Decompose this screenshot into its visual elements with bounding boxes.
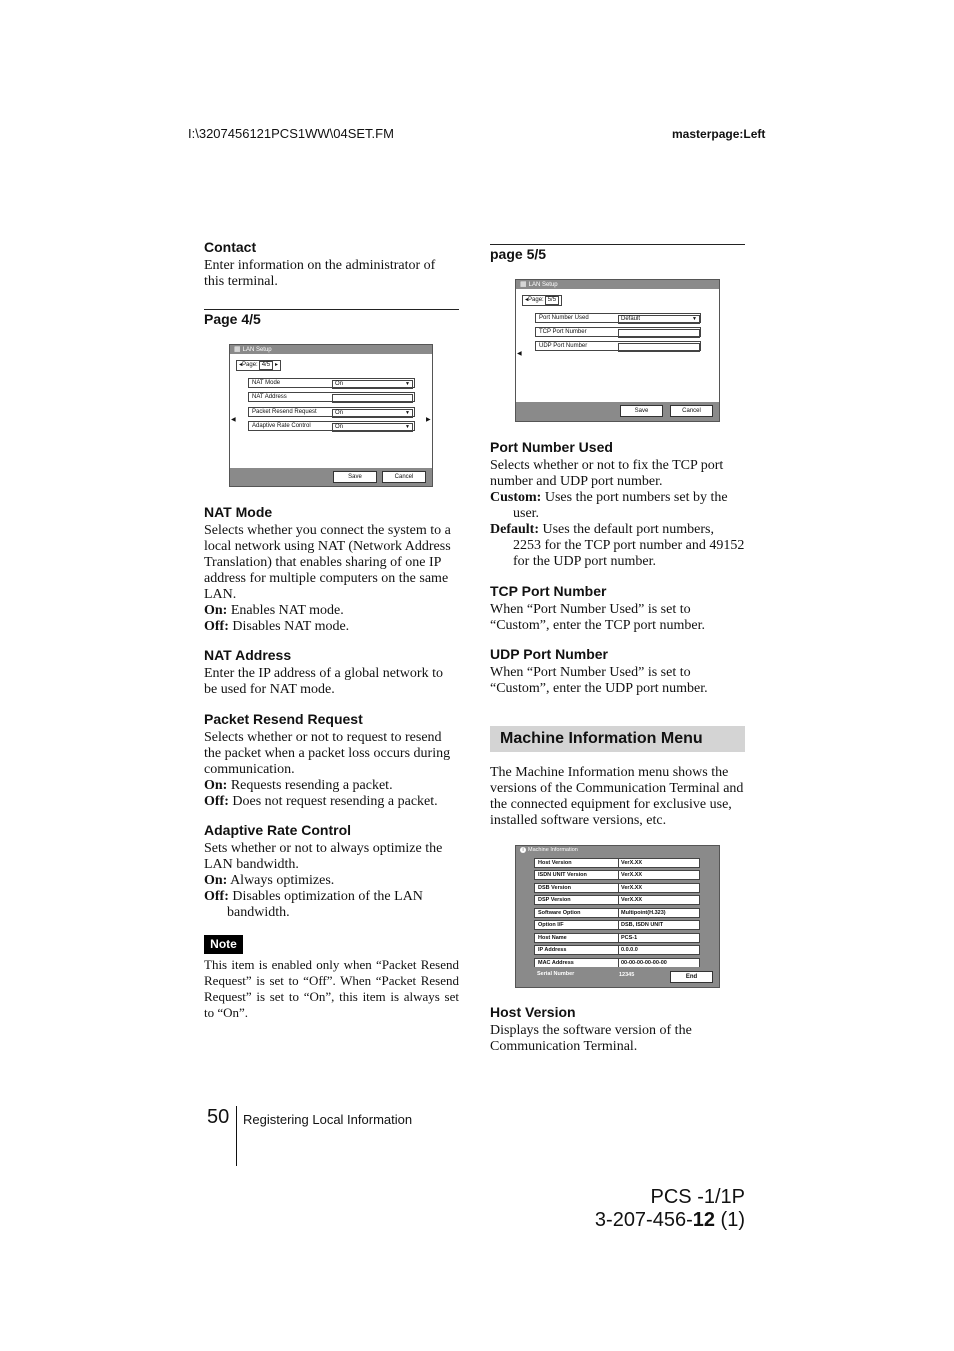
adaptive-rate-off [204,889,459,921]
default-text: Uses the default port numbers, 2253 for the TCP port number and 49152 for the UDP port number. [513,522,745,569]
info-panel [516,854,719,968]
on-term: On: [204,778,228,793]
field-label: NAT Mode [252,380,281,386]
info-footer-bar [516,967,719,987]
default-item [490,522,745,570]
custom-term: Custom: [490,490,542,505]
tcp-port-input[interactable] [618,329,700,338]
page-label: Page: [242,362,258,368]
off-term: Off: [204,794,229,809]
page-selector[interactable] [522,295,562,306]
scroll-left-arrow-icon[interactable]: ◀ [231,417,236,423]
machine-info-menu-heading: Machine Information Menu [490,726,745,752]
screen-title: Machine Information [528,847,578,853]
default-term: Default: [490,522,539,537]
packet-resend-dropdown[interactable] [332,409,413,418]
adaptive-rate-body: Sets whether or not to always optimize the LAN bandwidth. [204,841,443,872]
screen-bottom-bar [516,402,719,421]
note-section [204,957,459,1021]
scroll-right-arrow-icon[interactable]: ▶ [426,417,431,423]
contact-heading: Contact [204,239,257,255]
screen-titlebar [516,280,719,289]
info-label: Host Name [538,935,567,941]
page-number: 50 [207,1106,230,1128]
scroll-left-arrow-icon[interactable]: ◀ [517,351,522,357]
packet-resend-body: Selects whether or not to request to resend the packet when a packet loss occurs during communication. [204,730,451,777]
info-label: Option I/F [538,922,564,928]
info-value: VerX.XX [618,896,699,904]
contact-section [204,239,459,290]
packet-resend-heading: Packet Resend Request [204,711,363,727]
cancel-button[interactable]: Cancel [382,471,426,483]
divider [490,244,745,245]
page-prev-arrow-icon[interactable]: ◂ [525,297,529,303]
page45-heading: Page 4/5 [204,311,261,327]
info-value: VerX.XX [618,884,699,892]
packet-resend-off [204,794,459,810]
machine-information-screen [515,845,720,988]
field-label: NAT Address [252,394,287,400]
field-label: Packet Resend Request [252,409,317,415]
host-version-body: Displays the software version of the Communication Terminal. [490,1023,692,1054]
nat-mode-off [204,619,459,635]
dropdown-value: On [335,381,344,387]
serial-number-label: Serial Number [537,971,575,977]
model-code-prefix: 3-207-456- [594,1209,693,1231]
note-badge: Note [204,935,243,954]
page-next-arrow-icon[interactable]: ▸ [275,362,279,368]
cancel-button[interactable]: Cancel [670,405,713,417]
info-value: Multipoint(H.323) [618,909,699,917]
info-label: ISDN UNIT Version [538,872,587,878]
dropdown-value: On [335,424,344,430]
off-term: Off: [204,619,229,634]
page-prev-arrow-icon[interactable]: ◂ [239,362,243,368]
udp-port-section [490,646,745,697]
nat-address-row[interactable] [248,392,415,402]
udp-port-row[interactable] [535,341,701,351]
port-number-used-heading: Port Number Used [490,439,613,455]
contact-body: Enter information on the administrator of this terminal. [204,258,436,289]
nat-address-heading: NAT Address [204,647,292,663]
footer-divider [236,1106,237,1166]
nat-address-input[interactable] [332,394,413,403]
page55-heading: page 5/5 [490,246,547,262]
file-path-header: I:\3207456121PCS1WW\04SET.FM [188,126,394,141]
off-text: Disables NAT mode. [228,619,350,634]
info-row-dsp-version [534,895,700,905]
chevron-down-icon: ▼ [692,316,697,322]
model-code-bold: 12 [692,1209,715,1231]
divider [204,309,459,310]
screen-titlebar [516,846,719,854]
info-row-software-option [534,908,700,918]
model-line-2 [560,1209,745,1232]
nat-mode-heading: NAT Mode [204,504,273,520]
tcp-port-body: When “Port Number Used” is set to “Custom”, enter the TCP port number. [490,602,706,633]
screen-title: LAN Setup [528,282,558,288]
adaptive-rate-heading: Adaptive Rate Control [204,822,352,838]
page-value: 4/5 [259,361,273,370]
packet-resend-section [204,711,459,810]
screen-titlebar [230,345,432,354]
info-icon: i [520,847,526,853]
off-term: Off: [204,889,229,904]
info-label: IP Address [538,947,567,953]
info-value: 00-00-00-00-00-00 [618,959,699,967]
serial-number-value: 12345 [619,972,635,978]
info-row-host-version [534,858,700,868]
info-row-option-if [534,920,700,930]
host-version-heading: Host Version [490,1004,576,1020]
tcp-port-section [490,583,745,634]
network-icon: ▦ [234,346,241,353]
page-value: 5/5 [545,296,559,305]
info-label: Software Option [538,910,581,916]
off-text: Does not request resending a packet. [228,794,438,809]
page55-heading-wrap [490,246,546,262]
adaptive-rate-section [204,822,459,921]
model-code-suffix: (1) [715,1209,745,1231]
page-selector[interactable] [236,360,281,371]
on-term: On: [204,873,228,888]
adaptive-rate-row[interactable] [248,421,415,431]
udp-port-input[interactable] [618,343,700,352]
footer-section-title: Registering Local Information [243,1112,413,1127]
host-version-section [490,1004,745,1055]
note-body: This item is enabled only when “Packet Resend Request” is set to “Off”. When “Packet Resend Request” is set to “On”, this item is always set to “On”. [204,957,459,1020]
info-label: DSB Version [538,885,572,891]
model-line-1: PCS -1/1P [650,1186,745,1208]
network-icon: ▦ [520,281,527,288]
off-text: Disables optimization of the LAN bandwidth. [227,889,423,920]
nat-mode-section [204,504,459,635]
field-label: Adaptive Rate Control [252,423,311,429]
info-value: DSB, ISDN UNIT [618,921,699,929]
nat-address-body: Enter the IP address of a global network to be used for NAT mode. [204,666,443,697]
tcp-port-row[interactable] [535,327,701,337]
custom-text: Uses the port numbers set by the user. [513,490,728,521]
on-text: Enables NAT mode. [227,603,344,618]
lan-setup-screen-5of5 [515,279,720,422]
nat-mode-on [204,603,459,619]
info-row-dsb-version [534,883,700,893]
port-number-used-section [490,439,745,570]
port-number-used-dropdown[interactable] [618,315,700,324]
info-value: VerX.XX [618,871,699,879]
info-row-ip-address [534,945,700,955]
on-text: Always optimizes. [227,873,335,888]
udp-port-heading: UDP Port Number [490,646,608,662]
adaptive-rate-dropdown[interactable] [332,423,413,432]
nat-mode-row[interactable] [248,378,415,388]
lan-setup-screen-4of5 [229,344,433,487]
machine-info-menu-section [490,765,745,829]
info-label: MAC Address [538,960,574,966]
field-label: UDP Port Number [539,343,588,349]
info-row-isdn-unit-version [534,870,700,880]
chevron-down-icon: ▼ [405,424,410,430]
chevron-down-icon: ▼ [405,410,410,416]
page45-heading-wrap [204,311,261,327]
info-value: PCS-1 [618,934,699,942]
on-text: Requests resending a packet. [227,778,393,793]
nat-address-section [204,647,459,698]
adaptive-rate-on [204,873,459,889]
tcp-port-heading: TCP Port Number [490,583,607,599]
screen-title: LAN Setup [242,347,272,353]
packet-resend-on [204,778,459,794]
on-term: On: [204,603,228,618]
info-value: 0.0.0.0 [618,946,699,954]
info-row-host-name [534,933,700,943]
info-label: Host Version [538,860,572,866]
port-number-used-body: Selects whether or not to fix the TCP port number and UDP port number. [490,458,724,489]
port-number-used-row[interactable] [535,313,701,323]
screen-bottom-bar [230,468,432,486]
nat-mode-dropdown[interactable] [332,380,413,389]
save-button[interactable]: Save [333,471,377,483]
machine-info-menu-body: The Machine Information menu shows the versions of the Communication Terminal and the connected equipment for exclusive use, installed software versions, etc. [490,765,744,828]
save-button[interactable]: Save [620,405,663,417]
field-label: Port Number Used [539,315,589,321]
end-button[interactable]: End [670,971,713,983]
dropdown-value: On [335,410,344,416]
masterpage-header: masterpage:Left [672,127,766,141]
custom-item [490,490,745,522]
udp-port-body: When “Port Number Used” is set to “Custom”, enter the UDP port number. [490,665,708,696]
info-label: DSP Version [538,897,571,903]
packet-resend-row[interactable] [248,407,415,417]
info-value: VerX.XX [618,859,699,867]
dropdown-value: Default [621,316,641,322]
field-label: TCP Port Number [539,329,587,335]
chevron-down-icon: ▼ [405,381,410,387]
nat-mode-body: Selects whether you connect the system to a local network using NAT (Network Address Translation) that enables sharing of one IP address for multiple computers on the same LAN. [204,523,451,602]
page-label: Page: [528,297,544,303]
